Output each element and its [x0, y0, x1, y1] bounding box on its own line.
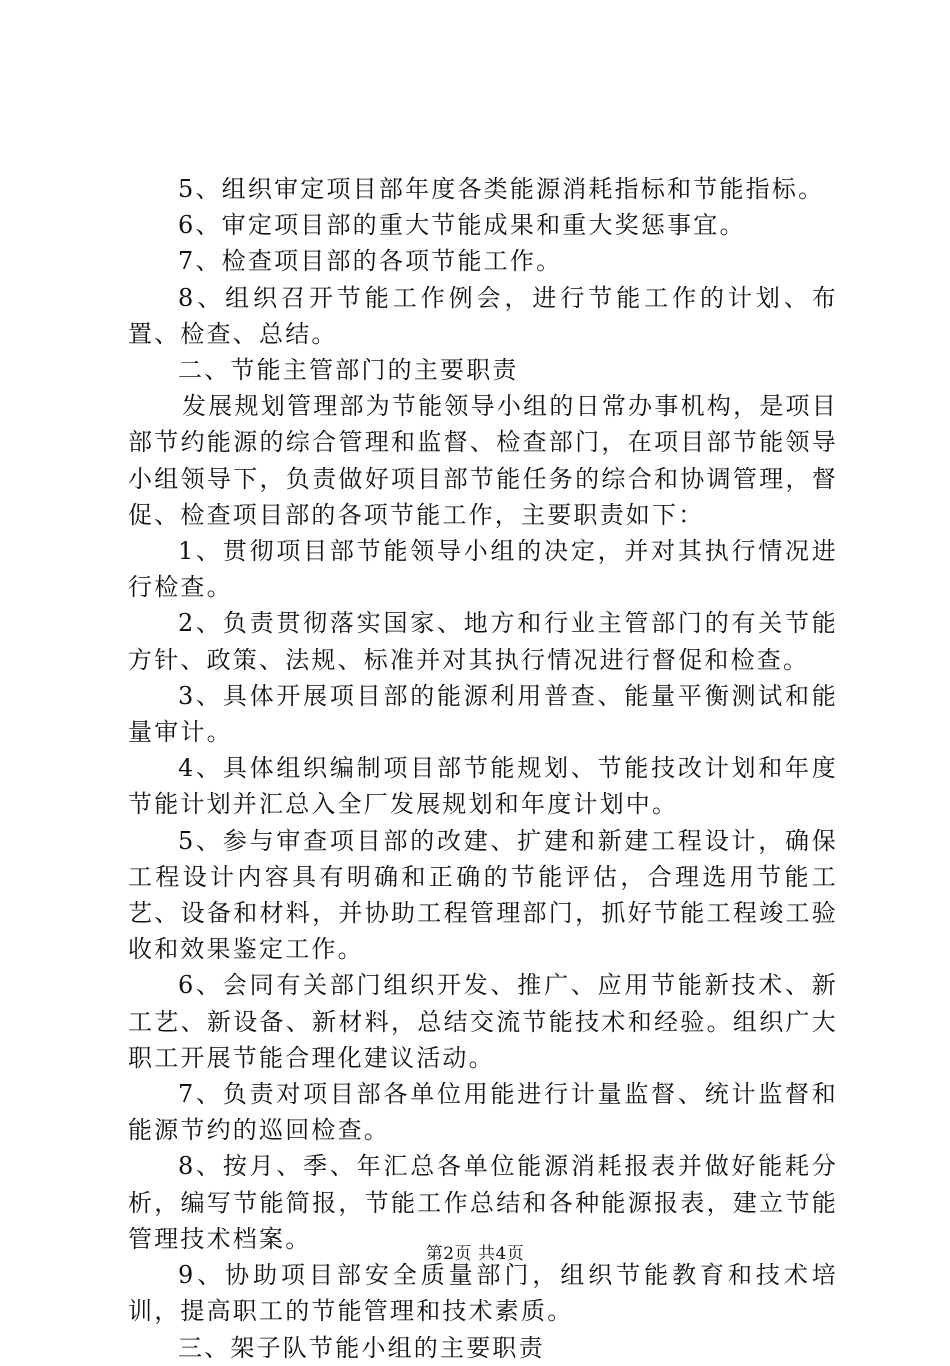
duty-item-7: 7、负责对项目部各单位用能进行计量监督、统计监督和能源节约的巡回检查。: [128, 1080, 838, 1145]
section-heading-2: 二、节能主管部门的主要职责: [178, 356, 519, 385]
section-heading-3: 三、架子队节能小组的主要职责: [178, 1333, 545, 1362]
page-number-footer: 第2页 共4页: [425, 1244, 525, 1264]
duty-item-6: 6、会同有关部门组织开发、推广、应用节能新技术、新工艺、新设备、新材料，总结交流节能技术和经验。组织广大职工开展节能合理化建议活动。: [128, 971, 838, 1072]
paragraph-item-5: 5、组织审定项目部年度各类能源消耗指标和节能指标。: [178, 175, 825, 203]
duty-item-5: 5、参与审查项目部的改建、扩建和新建工程设计，确保工程设计内容具有明确和正确的节能评估，合理选用节能工艺、设备和材料，并协助工程管理部门，抓好节能工程竣工验收和效果鉴定工作。: [128, 826, 838, 964]
duty-item-9: 9、协助项目部安全质量部门，组织节能教育和技术培训，提高职工的节能管理和技术素质。: [128, 1261, 838, 1326]
duty-item-8: 8、按月、季、年汇总各单位能源消耗报表并做好能耗分析，编写节能简报，节能工作总结和各种能源报表，建立节能管理技术档案。: [128, 1152, 838, 1253]
duty-item-2: 2、负责贯彻落实国家、地方和行业主管部门的有关节能方针、政策、法规、标准并对其执行情况进行督促和检查。: [128, 609, 838, 674]
duty-item-3: 3、具体开展项目部的能源利用普查、能量平衡测试和能量审计。: [128, 681, 838, 747]
paragraph-item-7: 7、检查项目部的各项节能工作。: [178, 247, 563, 276]
duty-item-4: 4、具体组织编制项目部节能规划、节能技改计划和年度节能计划并汇总入全厂发展规划和年度计划中。: [128, 754, 838, 819]
paragraph-item-8: 8、组织召开节能工作例会，进行节能工作的计划、布置、检查、总结。: [128, 283, 838, 348]
document-body: [128, 171, 838, 1366]
paragraph-item-6: 6、审定项目部的重大节能成果和重大奖惩事宜。: [178, 211, 746, 240]
section-2-intro: 发展规划管理部为节能领导小组的日常办事机构，是项目部节约能源的综合管理和监督、检查部门，在项目部节能领导小组领导下，负责做好项目部节能任务的综合和协调管理，督促、检查项目部的各项节能工作，主要职责如下：: [128, 392, 838, 529]
duty-item-1: 1、贯彻项目部节能领导小组的决定，并对其执行情况进行检查。: [128, 537, 838, 602]
